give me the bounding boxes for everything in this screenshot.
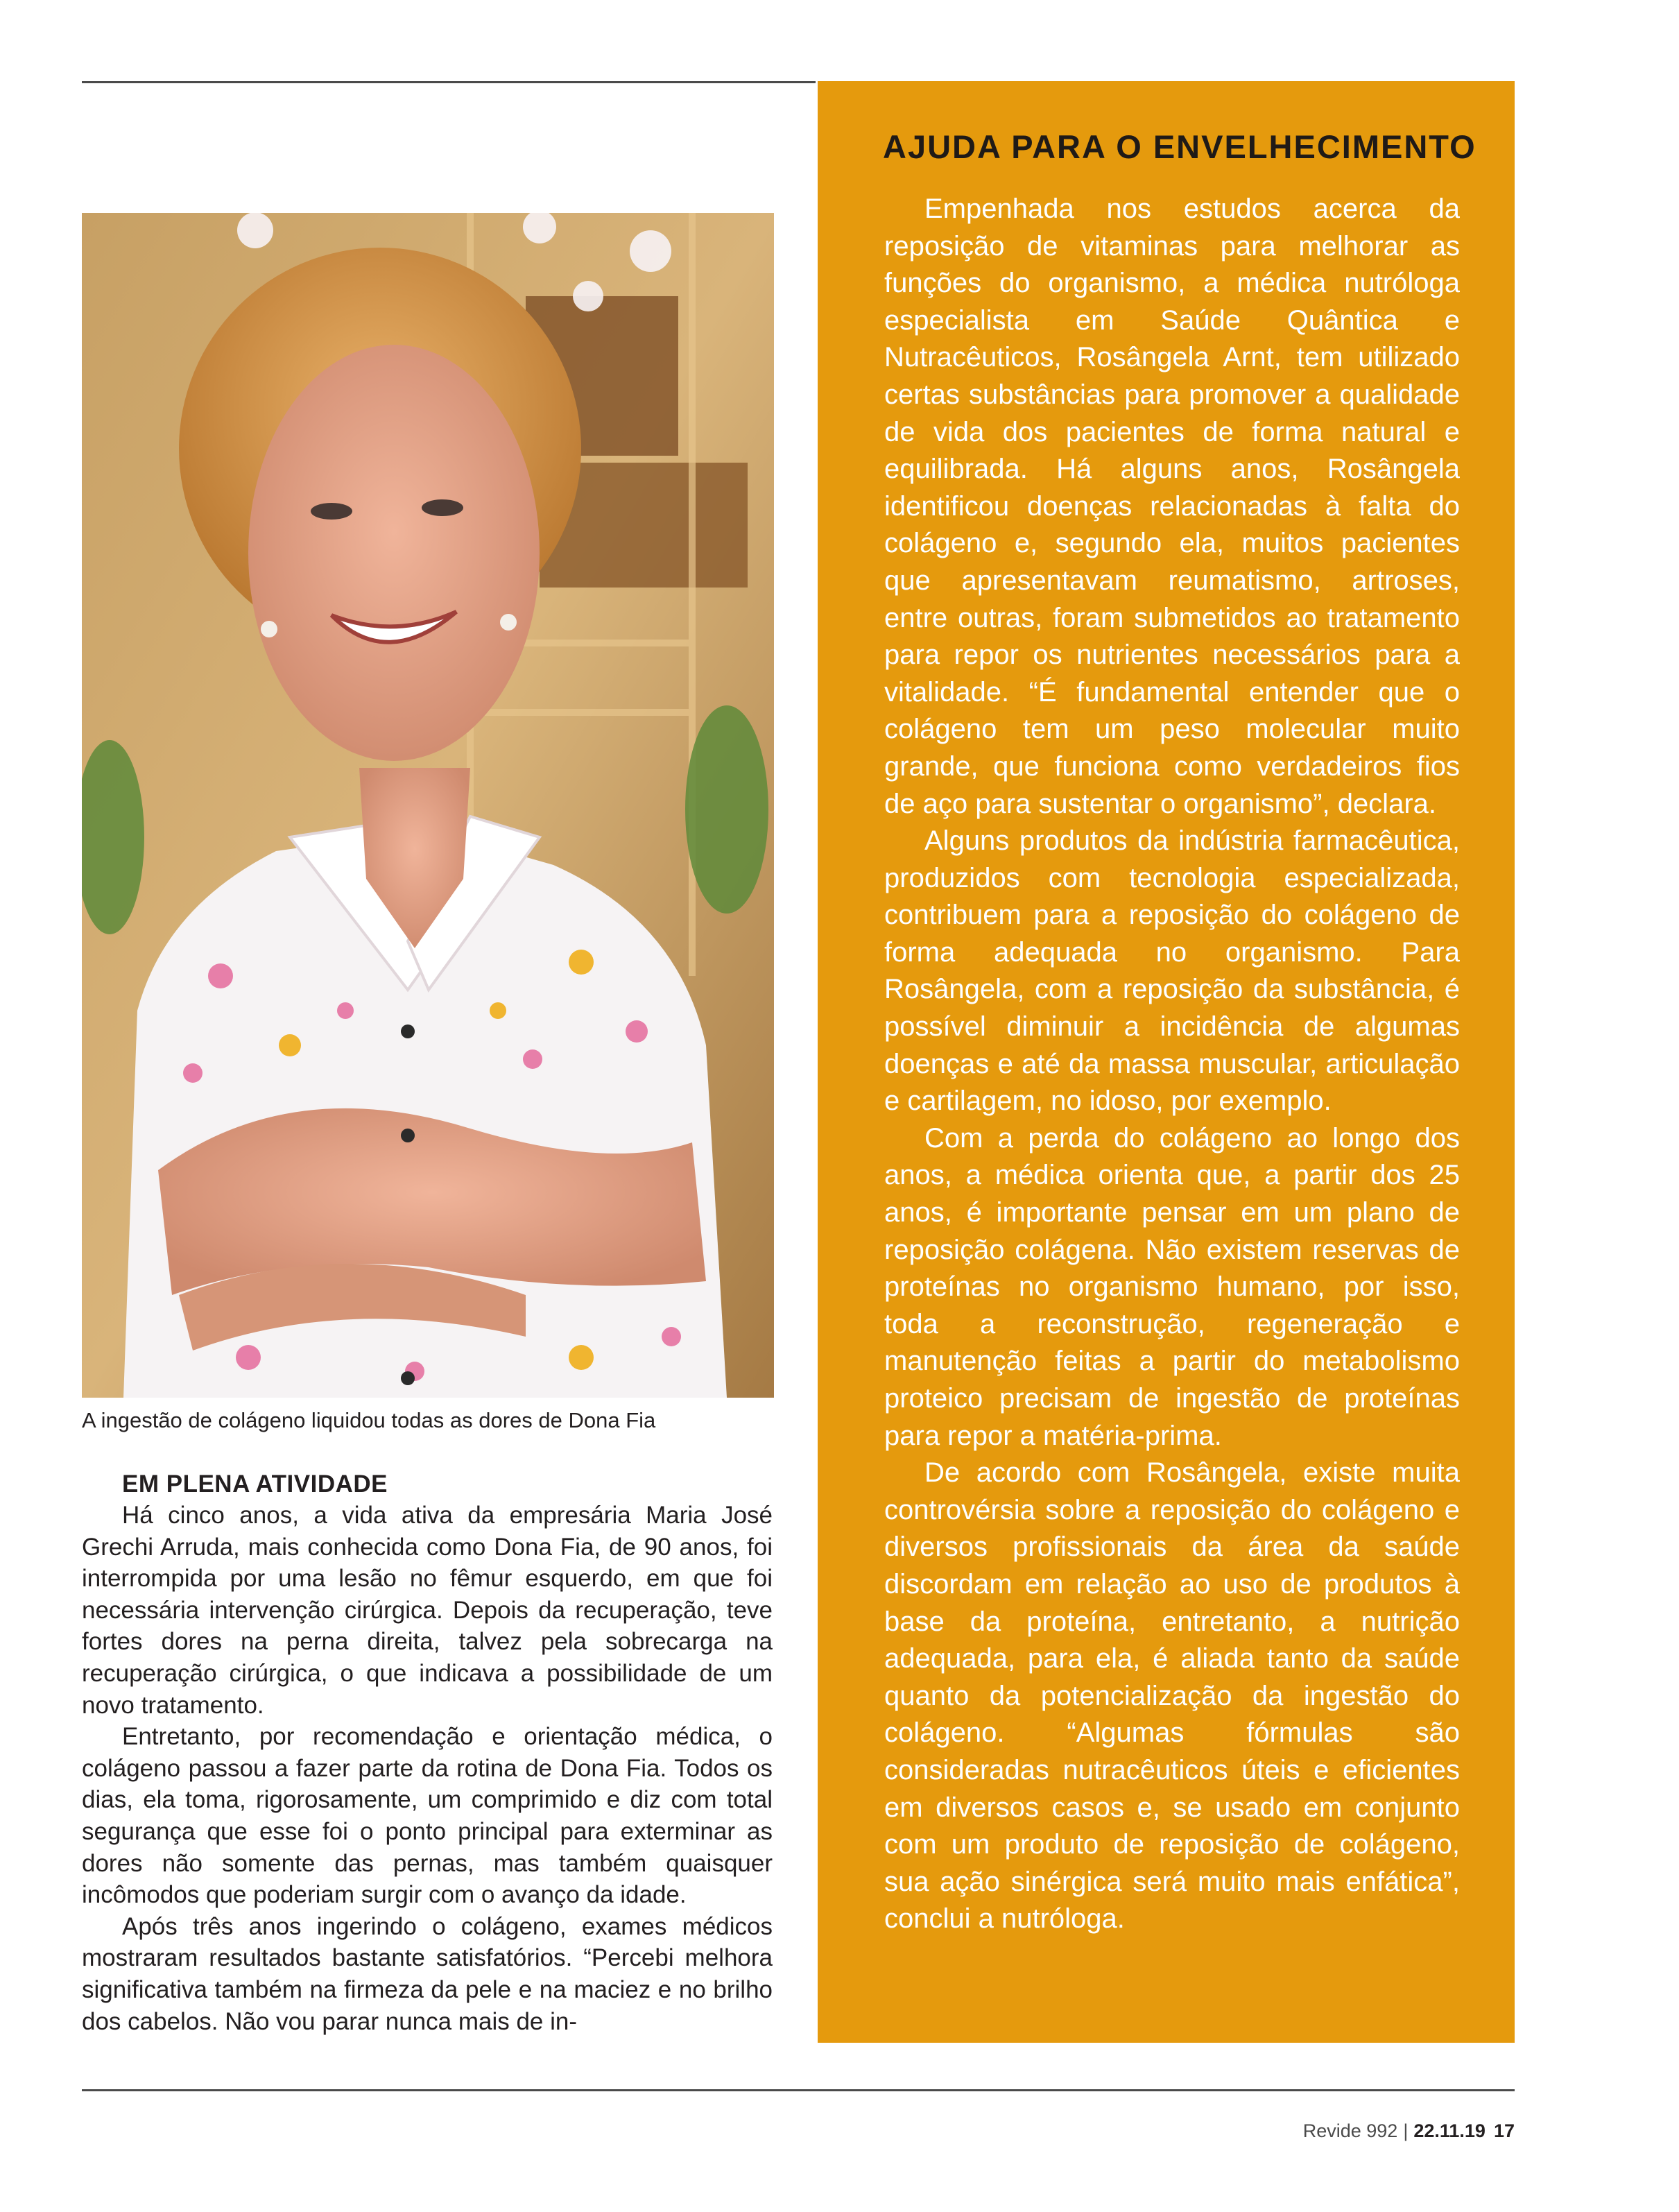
article-paragraph: Após três anos ingerindo o colágeno, exames médicos mostraram resultados bastante satisfatórios. “Percebi melhora significativa também na firmeza da pele e na maciez e no brilho dos cabelos. Não vou parar nunca mais de in- bbox=[82, 1912, 773, 2035]
article-paragraph: Há cinco anos, a vida ativa da empresária Maria José Grechi Arruda, mais conhecida como Dona Fia, de 90 anos, foi interrompida por uma lesão no fêmur esquerdo, em que foi necessária intervenção cirúrgica. Depois da recuperação, teve fortes dores na perna direita, talvez pela sobrecarga na recuperação cirúrgica, o que indicava a possibilidade de um novo tratamento. bbox=[82, 1502, 773, 1719]
sidebar-paragraph: Empenhada nos estudos acerca da reposição de vitaminas para melhorar as funções do organismo, a médica nutróloga especialista em Saúde Quântica e Nutracêuticos, Rosângela Arnt, tem utilizado certas substâncias para promover a qualidade de vida dos pacientes de forma natural e equilibrada. Há alguns anos, Rosângela identificou doenças relacionadas à falta do colágeno e, segundo ela, muitos pacientes que apresentavam reumatismo, artroses, entre outras, foram submetidos ao tratamento para repor os nutrientes necessários para a vitalidade. “É fundamental entender que o colágeno tem um peso molecular muito grande, que funciona como verdadeiros fios de aço para sustentar o organismo”, declara. bbox=[884, 194, 1460, 819]
section-heading: EM PLENA ATIVIDADE bbox=[122, 1471, 388, 1498]
footer-separator: | bbox=[1403, 2120, 1409, 2141]
sidebar-paragraph: Alguns produtos da indústria farmacêutica, produzidos com tecnologia especializada, contribuem para a reposição do colágeno de forma adequada no organismo. Para Rosângela, com a reposição da substância, é possível diminuir a incidência de algumas doenças e até da massa muscular, articulação e cartilagem, no idoso, por exemplo. bbox=[884, 825, 1460, 1117]
article-paragraph: Entretanto, por recomendação e orientação médica, o colágeno passou a fazer parte da rotina de Dona Fia. Todos os dias, ela toma, rigorosamente, um comprimido e diz com total segurança que esse foi o ponto principal para exterminar as dores não somente das pernas, mas também quaisquer incômodos que poderiam surgir com o avanço da idade. bbox=[82, 1723, 773, 1909]
sidebar-paragraph: De acordo com Rosângela, existe muita controvérsia sobre a reposição do colágeno e diversos profissionais da área da saúde discordam em relação ao uso de produtos à base da proteína, entretanto, a nutrição adequada, para ela, é aliada tanto da saúde quanto da potencialização da ingestão do colágeno. “Algumas fórmulas são consideradas nutracêuticos úteis e eficientes em diversos casos e, se usado em conjunto com um produto de reposição de colágeno, sua ação sinérgica será muito mais enfática”, conclui a nutróloga. bbox=[884, 1457, 1460, 1935]
sidebar-box bbox=[818, 81, 1515, 2043]
top-rule bbox=[82, 81, 816, 83]
photo-caption: A ingestão de colágeno liquidou todas as dores de Dona Fia bbox=[82, 1408, 656, 1432]
left-article bbox=[82, 1469, 773, 2037]
page-number: 17 bbox=[1493, 2120, 1515, 2141]
issue-date: 22.11.19 bbox=[1413, 2120, 1486, 2141]
sidebar-title: AJUDA PARA O ENVELHECIMENTO bbox=[883, 128, 1476, 165]
page-footer bbox=[1303, 2119, 1515, 2143]
bottom-rule bbox=[82, 2089, 1515, 2091]
sidebar-paragraph: Com a perda do colágeno ao longo dos anos, a médica orienta que, a partir dos 25 anos, é importante pensar em um plano de reposição colágena. Não existem reservas de proteínas no organismo humano, por isso, toda a reconstrução, regeneração e manutenção feitas a partir do metabolismo proteico precisam de ingestão de proteínas para repor a matéria-prima. bbox=[884, 1122, 1460, 1451]
portrait-photo bbox=[82, 213, 774, 1398]
portrait-illustration bbox=[82, 213, 774, 1398]
publication-name: Revide 992 bbox=[1302, 2120, 1398, 2141]
sidebar-body bbox=[884, 191, 1460, 1938]
